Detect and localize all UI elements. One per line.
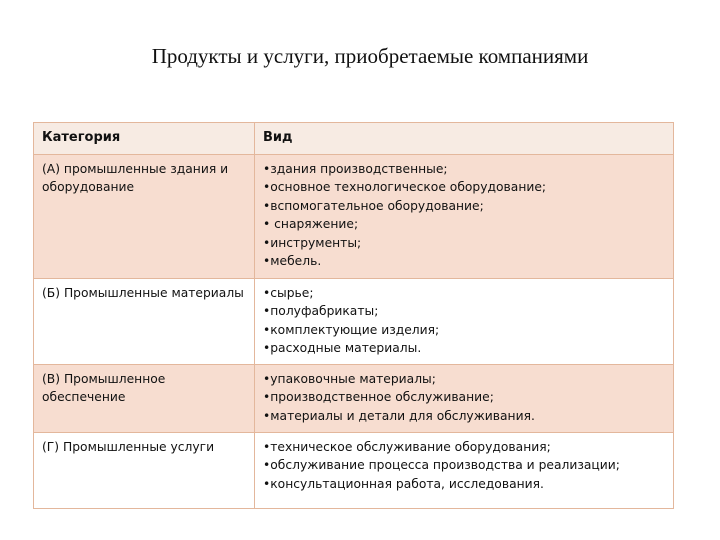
list-item: •вспомогательное оборудование; — [263, 198, 484, 213]
category-cell: (А) промышленные здания и оборудование — [34, 154, 255, 278]
category-cell: (Б) Промышленные материалы — [34, 278, 255, 364]
category-cell: (В) Промышленное обеспечение — [34, 364, 255, 432]
list-item: •обслуживание процесса производства и реализации; — [263, 458, 620, 472]
list-item: •основное технологическое оборудование; — [263, 180, 547, 194]
table-row — [34, 278, 674, 364]
list-item: •расходные материалы. — [263, 341, 422, 355]
table-header-row — [34, 123, 674, 155]
list-item: •инструменты; — [263, 235, 362, 250]
list-item: •мебель. — [263, 254, 322, 268]
table-row — [34, 154, 674, 278]
products-table — [33, 122, 674, 509]
list-item: •техническое обслуживание оборудования; — [263, 439, 551, 454]
list-item: •здания производственные; — [263, 161, 448, 176]
items-cell — [255, 278, 674, 364]
category-cell: (Г) Промышленные услуги — [34, 432, 255, 508]
page-title: Продукты и услуги, приобретаемые компаниями — [151, 44, 589, 68]
list-item: •упаковочные материалы; — [263, 371, 436, 386]
list-item: •производственное обслуживание; — [263, 390, 494, 404]
items-cell — [255, 364, 674, 432]
header-type: Вид — [255, 123, 674, 155]
table-row — [34, 364, 674, 432]
items-cell — [255, 432, 674, 508]
table-row — [34, 432, 674, 508]
list-item: • снаряжение; — [263, 217, 359, 231]
list-item: •материалы и детали для обслуживания. — [263, 408, 535, 423]
list-item: •полуфабрикаты; — [263, 304, 379, 318]
list-item: •консультационная работа, исследования. — [263, 476, 544, 491]
header-category: Категория — [34, 123, 255, 155]
list-item: •комплектующие изделия; — [263, 322, 440, 337]
list-item: •сырье; — [263, 285, 314, 300]
items-cell — [255, 154, 674, 278]
